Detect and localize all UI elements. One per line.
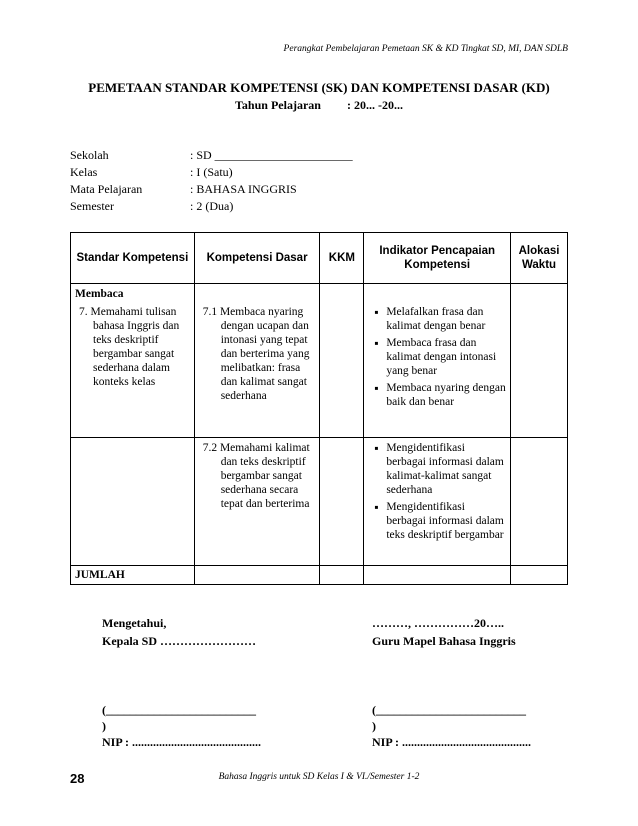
document-info (70, 148, 353, 216)
page-number: 28 (70, 771, 85, 786)
list-item: ▪ Mengidentifikasi berbagai informasi dalam teks deskriptif bergambar (386, 500, 506, 542)
indicator-list (368, 305, 506, 409)
signature-date: ………, ……………20….. (372, 616, 504, 630)
header-time: Alokasi Waktu (511, 233, 568, 284)
running-header: Perangkat Pembelajaran Pemetaan SK & KD Tingkat SD, MI, DAN SDLB (283, 44, 568, 54)
header-indicator: Indikator Pencapaian Kompetensi (364, 233, 511, 284)
info-key: Semester (70, 199, 114, 213)
nip-line: NIP : ........................................... (372, 735, 531, 749)
signature-teacher-name (372, 703, 531, 751)
academic-year-value: : 20... -20... (346, 98, 403, 112)
info-value: : SD _______________________ (190, 148, 353, 162)
list-item: ▪ Melafalkan frasa dan kalimat dengan benar (386, 305, 506, 333)
info-key: Sekolah (70, 148, 109, 162)
name-blank: (_________________________ (102, 703, 256, 717)
kd-text: 7.2 Memahami kalimat dan teks deskriptif bergambar sangat sederhana secara tepat dan berterima (202, 442, 310, 510)
signature-caption: Mengetahui, (102, 616, 167, 630)
info-row-semester (70, 199, 353, 216)
total-kkm-cell (320, 566, 364, 585)
competency-table (70, 232, 568, 585)
info-key: Mata Pelajaran (70, 182, 143, 196)
academic-year-label: Tahun Pelajaran (235, 98, 321, 112)
info-value: : I (Satu) (190, 165, 233, 179)
document-title: PEMETAAN STANDAR KOMPETENSI (SK) DAN KOMPETENSI DASAR (KD) (88, 80, 550, 95)
header-kkm: KKM (320, 233, 364, 284)
section-label: Membaca (75, 288, 124, 300)
name-close: ) (102, 719, 106, 733)
info-row-school (70, 148, 353, 165)
list-item: ▪ Membaca frasa dan kalimat dengan intonasi yang benar (386, 336, 506, 378)
total-label-cell (71, 566, 195, 585)
info-value: : 2 (Dua) (190, 199, 234, 213)
total-label: JUMLAH (75, 569, 125, 581)
academic-year (0, 98, 638, 113)
signature-role: Kepala SD …………………… (102, 634, 257, 648)
name-blank: (_________________________ (372, 703, 526, 717)
info-row-subject (70, 182, 353, 199)
table-row (71, 284, 568, 438)
info-key: Kelas (70, 165, 98, 179)
sk-cell (71, 438, 195, 566)
sk-cell (71, 284, 195, 438)
nip-line: NIP : ........................................... (102, 735, 261, 749)
list-item: ▪ Membaca nyaring dengan baik dan benar (386, 381, 506, 409)
kkm-cell (320, 284, 364, 438)
table-total-row (71, 566, 568, 585)
sk-text: 7. Memahami tulisan bahasa Inggris dan teks deskriptif bergambar sangat sederhana dalam konteks kelas (79, 306, 180, 388)
indicator-list (368, 441, 506, 542)
kd-cell (194, 438, 320, 566)
table-row (71, 438, 568, 566)
kkm-cell (320, 438, 364, 566)
total-time-cell (511, 566, 568, 585)
info-value: : BAHASA INGGRIS (190, 182, 297, 196)
name-close: ) (372, 719, 376, 733)
running-footer: Bahasa Inggris untuk SD Kelas I & VI./Semester 1-2 (218, 772, 420, 782)
indicator-cell (364, 438, 511, 566)
list-item: ▪ Mengidentifikasi berbagai informasi dalam kalimat-kalimat sangat sederhana (386, 441, 506, 497)
signature-principal-name (102, 703, 261, 751)
header-sk: Standar Kompetensi (71, 233, 195, 284)
time-cell (511, 438, 568, 566)
time-cell (511, 284, 568, 438)
signature-teacher (372, 616, 516, 652)
header-kd: Kompetensi Dasar (194, 233, 320, 284)
signature-role: Guru Mapel Bahasa Inggris (372, 634, 516, 648)
info-row-class (70, 165, 353, 182)
signature-principal (102, 616, 256, 652)
kd-cell (194, 284, 320, 438)
table-header-row (71, 233, 568, 284)
indicator-cell (364, 284, 511, 438)
total-kd-cell (194, 566, 320, 585)
kd-text: 7.1 Membaca nyaring dengan ucapan dan intonasi yang tepat dan berterima yang melibatkan: frasa dan kalimat sangat sederhana (202, 306, 310, 402)
total-indicator-cell (364, 566, 511, 585)
